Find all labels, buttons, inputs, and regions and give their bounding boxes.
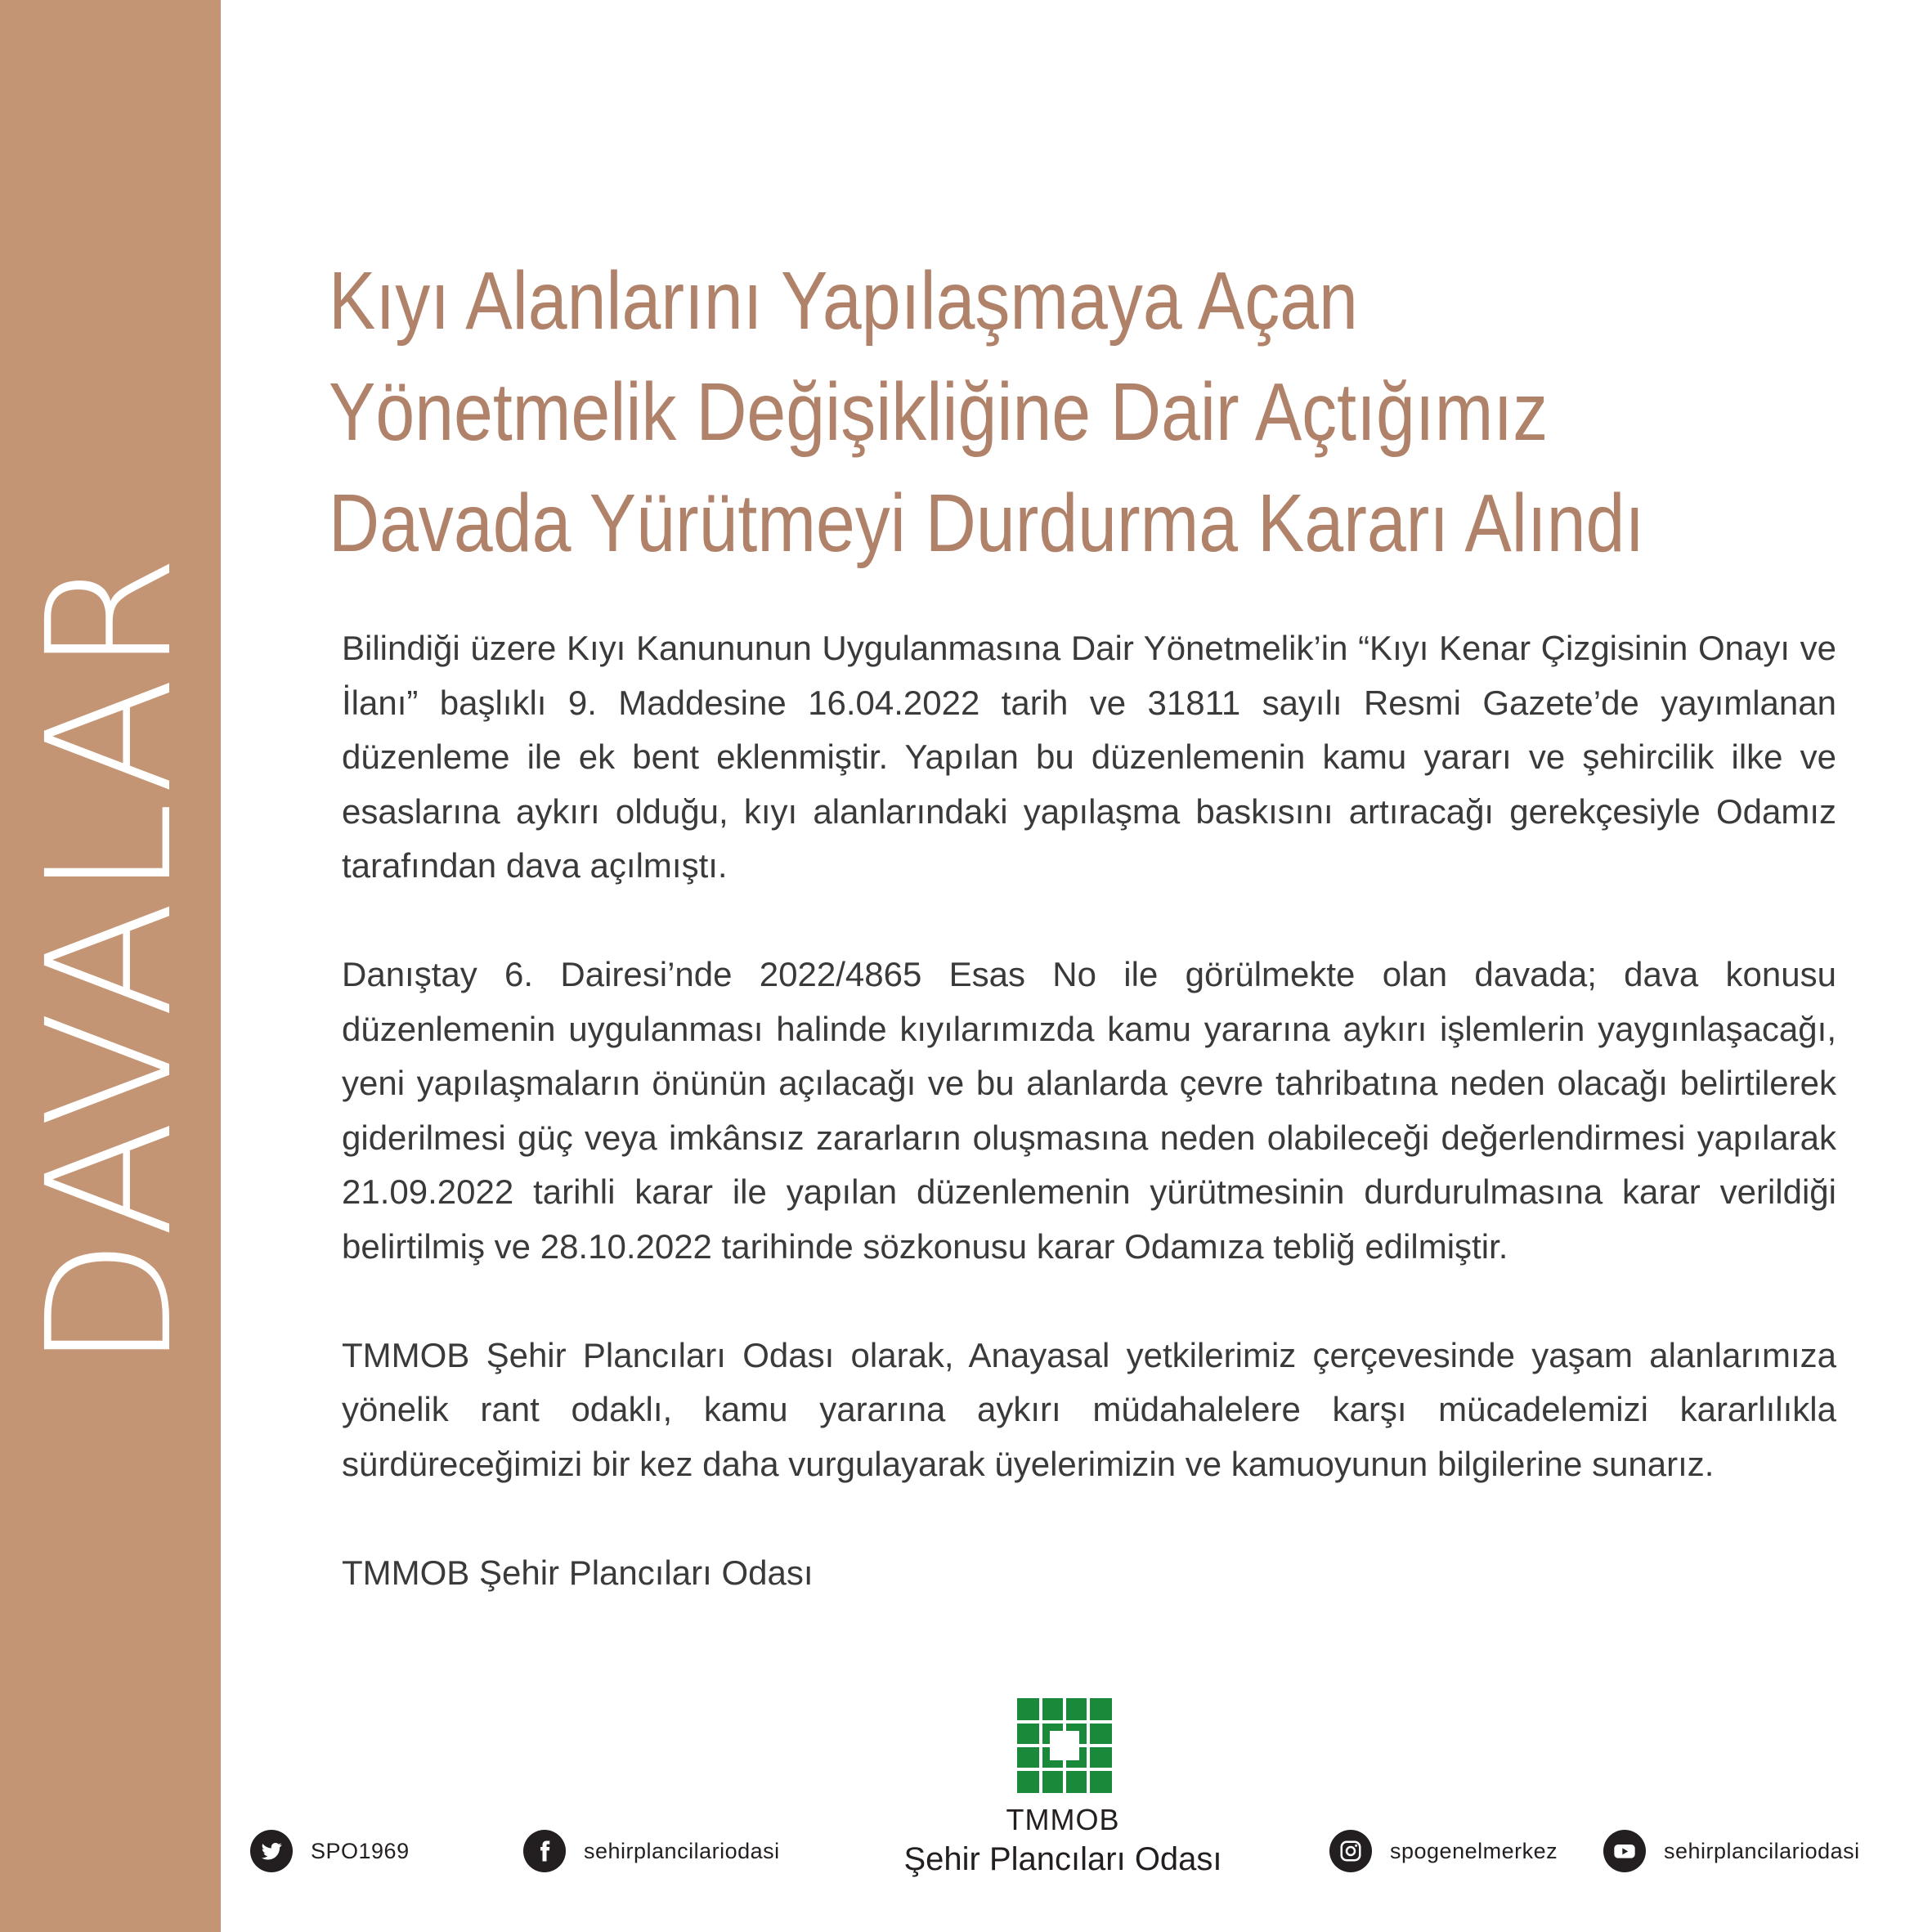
youtube-handle: sehirplancilariodasi xyxy=(1664,1838,1860,1863)
social-instagram[interactable] xyxy=(1329,1830,1558,1872)
page-title xyxy=(329,245,1651,579)
paragraph-3: TMMOB Şehir Plancıları Odası olarak, Anayasal yetkilerimiz çerçevesinde yaşam alanlarımıza yönelik rant odaklı, kamu yararına aykırı müdahalelere karşı mücadelemizi kararlılıkla sürdüreceğimizi bir kez daha vurgulayarak üyelerimizin ve kamuoyunun bilgilerine sunarız. xyxy=(342,1335,1836,1483)
facebook-handle: sehirplancilariodasi xyxy=(584,1838,780,1863)
body-text xyxy=(342,621,1836,1655)
title-line-1: Kıyı Alanlarını Yapılaşmaya Açan xyxy=(329,255,1358,347)
twitter-icon xyxy=(250,1830,293,1872)
side-label: DAVALAR xyxy=(10,551,210,1370)
paragraph-1: Bilindiği üzere Kıyı Kanununun Uygulanmasına Dair Yönetmelik’in “Kıyı Kenar Çizgisinin Onayı ve İlanı” başlıklı 9. Maddesine 16.04.2022 tarih ve 31811 sayılı Resmi Gazete’de yayımlanan düzenleme ile ek bent eklenmiştir. Yapılan bu düzenlemenin kamu yararı ve şehircilik ilke ve esaslarına aykırı olduğu, kıyı alanlarındaki yapılaşma baskısını artıracağı gerekçesiyle Odamız tarafından dava açılmıştı. xyxy=(342,629,1836,885)
logo-org-short: TMMOB xyxy=(1006,1803,1120,1836)
youtube-icon xyxy=(1603,1830,1646,1872)
twitter-handle: SPO1969 xyxy=(311,1838,410,1863)
social-twitter[interactable] xyxy=(250,1830,410,1872)
social-youtube[interactable] xyxy=(1603,1830,1860,1872)
social-facebook[interactable] xyxy=(523,1830,780,1872)
title-line-2: Yönetmelik Değişikliğine Dair Açtığımız xyxy=(329,366,1549,458)
side-band xyxy=(0,0,221,1932)
paragraph-2: Danıştay 6. Dairesi’nde 2022/4865 Esas No ile görülmekte olan davada; dava konusu düzenlemenin uygulanması halinde kıyılarımızda kamu yararına aykırı işlemlerin yaygınlaşacağı, yeni yapılaşmaların önünün açılacağı ve bu alanlarda çevre tahribatına neden olacağı belirtilerek giderilmesi güç veya imkânsız zararların oluşmasına neden olabileceği değerlendirmesi yapılarak 21.09.2022 tarihli karar ile yapılan düzenlemenin yürütmesinin durdurulmasına karar verildiği belirtilmiş ve 28.10.2022 tarihinde sözkonusu karar Odamıza tebliğ edilmiştir. xyxy=(342,955,1836,1266)
facebook-icon xyxy=(523,1830,566,1872)
instagram-icon xyxy=(1329,1830,1372,1872)
logo-org-name: Şehir Plancıları Odası xyxy=(903,1841,1222,1877)
signature: TMMOB Şehir Plancıları Odası xyxy=(342,1553,814,1592)
instagram-handle: spogenelmerkez xyxy=(1390,1838,1558,1863)
title-line-3: Davada Yürütmeyi Durdurma Kararı Alındı xyxy=(329,477,1645,569)
spo-logo xyxy=(1017,1698,1112,1793)
